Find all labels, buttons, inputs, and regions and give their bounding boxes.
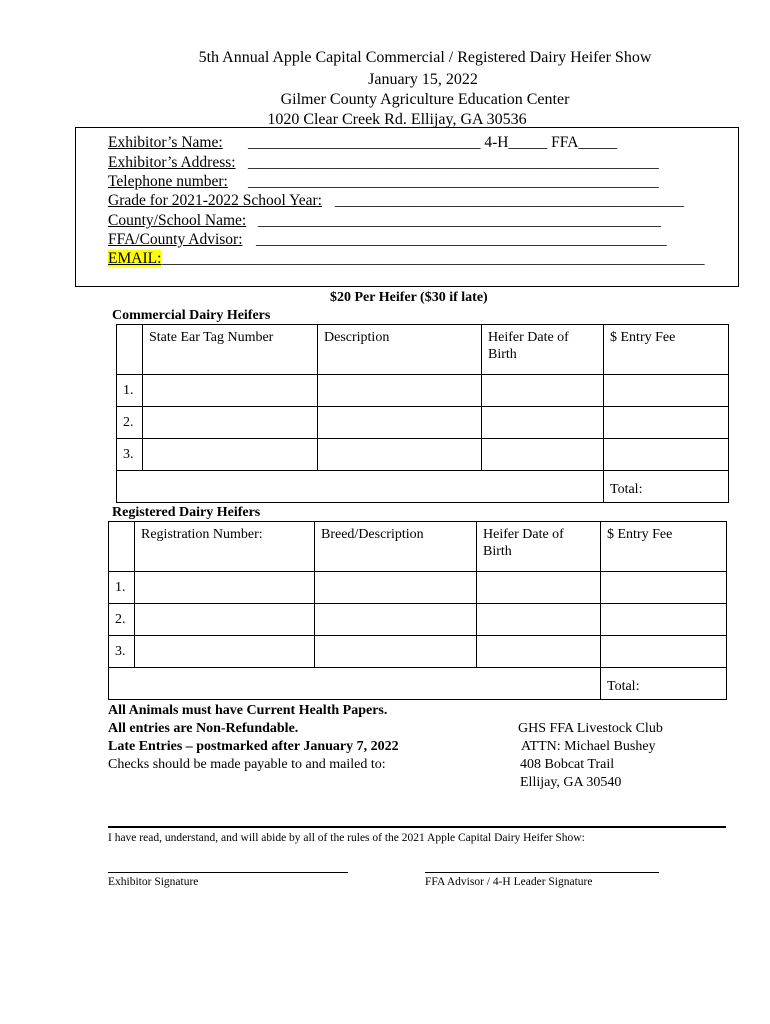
total-cell[interactable] bbox=[604, 471, 729, 503]
exhibitor-name-field[interactable] bbox=[108, 133, 618, 152]
row-number: 3. bbox=[117, 439, 143, 471]
registration-number-cell[interactable] bbox=[135, 604, 315, 636]
payment-instructions: Checks should be made payable to and mailed to: bbox=[108, 757, 386, 772]
breed-cell[interactable] bbox=[315, 604, 477, 636]
birth-date-cell[interactable] bbox=[477, 572, 601, 604]
exhibitor-address-label: Exhibitor’s Address: bbox=[108, 154, 236, 171]
column-header-description: Description bbox=[318, 325, 482, 375]
grade-label: Grade for 2021-2022 School Year: bbox=[108, 192, 322, 209]
exhibitor-address-blank: _____________________________________________________ bbox=[248, 154, 659, 171]
entry-fee-cell[interactable] bbox=[604, 407, 729, 439]
table-row bbox=[109, 572, 727, 604]
advisor-signature-line[interactable] bbox=[425, 872, 659, 873]
agreement-statement: I have read, understand, and will abide by all of the rules of the 2021 Apple Capital Dairy Heifer Show: bbox=[108, 832, 585, 844]
county-school-blank: ____________________________________________________ bbox=[258, 212, 661, 229]
table-header-row bbox=[109, 522, 727, 572]
telephone-field[interactable] bbox=[108, 172, 659, 191]
row-number: 2. bbox=[117, 407, 143, 439]
entry-fee-cell[interactable] bbox=[601, 572, 727, 604]
email-field[interactable] bbox=[108, 249, 705, 268]
exhibitor-signature-label: Exhibitor Signature bbox=[108, 876, 199, 888]
county-school-label: County/School Name: bbox=[108, 212, 247, 229]
email-blank: ______________________________________________________________________ bbox=[162, 250, 705, 267]
ear-tag-cell[interactable] bbox=[143, 375, 318, 407]
table-row bbox=[117, 375, 729, 407]
birth-date-cell[interactable] bbox=[477, 604, 601, 636]
table-row bbox=[109, 604, 727, 636]
telephone-blank: _____________________________________________________ bbox=[248, 173, 659, 190]
grade-field[interactable] bbox=[108, 191, 684, 210]
ear-tag-cell[interactable] bbox=[143, 407, 318, 439]
exhibitor-name-blank: ______________________________ 4-H_____ FFA_____ bbox=[248, 134, 618, 151]
exhibitor-signature-line[interactable] bbox=[108, 872, 348, 873]
health-papers-note: All Animals must have Current Health Papers. bbox=[108, 703, 388, 718]
commercial-section-title: Commercial Dairy Heifers bbox=[112, 308, 271, 323]
row-number: 1. bbox=[117, 375, 143, 407]
birth-date-cell[interactable] bbox=[477, 636, 601, 668]
total-cell[interactable] bbox=[601, 668, 727, 700]
total-spacer bbox=[117, 471, 604, 503]
exhibitor-name-label: Exhibitor’s Name: bbox=[108, 134, 223, 151]
registration-number-cell[interactable] bbox=[135, 636, 315, 668]
telephone-label: Telephone number: bbox=[108, 173, 228, 190]
column-header-breed: Breed/Description bbox=[315, 522, 477, 572]
column-header-registration-number: Registration Number: bbox=[135, 522, 315, 572]
entry-fee-cell[interactable] bbox=[604, 439, 729, 471]
total-label: Total: bbox=[610, 482, 643, 497]
commercial-table bbox=[116, 324, 729, 503]
birth-date-cell[interactable] bbox=[482, 375, 604, 407]
row-number: 1. bbox=[109, 572, 135, 604]
row-number: 3. bbox=[109, 636, 135, 668]
row-number: 2. bbox=[109, 604, 135, 636]
email-label: EMAIL: bbox=[108, 250, 162, 267]
venue-address: 1020 Clear Creek Rd. Ellijay, GA 30536 bbox=[267, 111, 527, 128]
entry-fee-cell[interactable] bbox=[601, 636, 727, 668]
table-row bbox=[109, 636, 727, 668]
advisor-blank: _____________________________________________________ bbox=[256, 231, 667, 248]
table-header-row bbox=[117, 325, 729, 375]
county-school-field[interactable] bbox=[108, 211, 661, 230]
total-row bbox=[109, 668, 727, 700]
description-cell[interactable] bbox=[318, 439, 482, 471]
column-header-entry-fee: $ Entry Fee bbox=[604, 325, 729, 375]
table-cell bbox=[109, 522, 135, 572]
birth-date-cell[interactable] bbox=[482, 439, 604, 471]
entry-fee-cell[interactable] bbox=[601, 604, 727, 636]
show-date: January 15, 2022 bbox=[368, 71, 478, 88]
registration-number-cell[interactable] bbox=[135, 572, 315, 604]
birth-date-cell[interactable] bbox=[482, 407, 604, 439]
total-row bbox=[117, 471, 729, 503]
agreement-divider bbox=[108, 826, 726, 828]
grade-blank: _____________________________________________ bbox=[335, 192, 684, 209]
table-row bbox=[117, 439, 729, 471]
table-cell bbox=[117, 325, 143, 375]
breed-cell[interactable] bbox=[315, 572, 477, 604]
description-cell[interactable] bbox=[318, 407, 482, 439]
column-header-ear-tag: State Ear Tag Number bbox=[143, 325, 318, 375]
breed-cell[interactable] bbox=[315, 636, 477, 668]
column-header-entry-fee: $ Entry Fee bbox=[601, 522, 727, 572]
registered-table bbox=[108, 521, 727, 700]
total-spacer bbox=[109, 668, 601, 700]
advisor-signature-label: FFA Advisor / 4-H Leader Signature bbox=[425, 876, 593, 888]
entry-fee-cell[interactable] bbox=[604, 375, 729, 407]
mailing-city: Ellijay, GA 30540 bbox=[520, 775, 622, 790]
mailing-street: 408 Bobcat Trail bbox=[520, 757, 615, 772]
table-row bbox=[117, 407, 729, 439]
description-cell[interactable] bbox=[318, 375, 482, 407]
mailing-org: GHS FFA Livestock Club bbox=[518, 721, 663, 736]
fee-note: $20 Per Heifer ($30 if late) bbox=[330, 290, 488, 305]
show-title: 5th Annual Apple Capital Commercial / Registered Dairy Heifer Show bbox=[198, 49, 652, 66]
column-header-birth-date: Heifer Date of Birth bbox=[477, 522, 601, 572]
total-label: Total: bbox=[607, 679, 640, 694]
registered-section-title: Registered Dairy Heifers bbox=[112, 505, 261, 520]
advisor-field[interactable] bbox=[108, 230, 667, 249]
advisor-label: FFA/County Advisor: bbox=[108, 231, 243, 248]
column-header-birth-date: Heifer Date of Birth bbox=[482, 325, 604, 375]
non-refundable-note: All entries are Non-Refundable. bbox=[108, 721, 299, 736]
late-entries-note: Late Entries – postmarked after January 7, 2022 bbox=[108, 739, 399, 754]
venue-name: Gilmer County Agriculture Education Center bbox=[280, 91, 570, 108]
exhibitor-address-field[interactable] bbox=[108, 153, 659, 172]
ear-tag-cell[interactable] bbox=[143, 439, 318, 471]
mailing-attn: ATTN: Michael Bushey bbox=[521, 739, 656, 754]
